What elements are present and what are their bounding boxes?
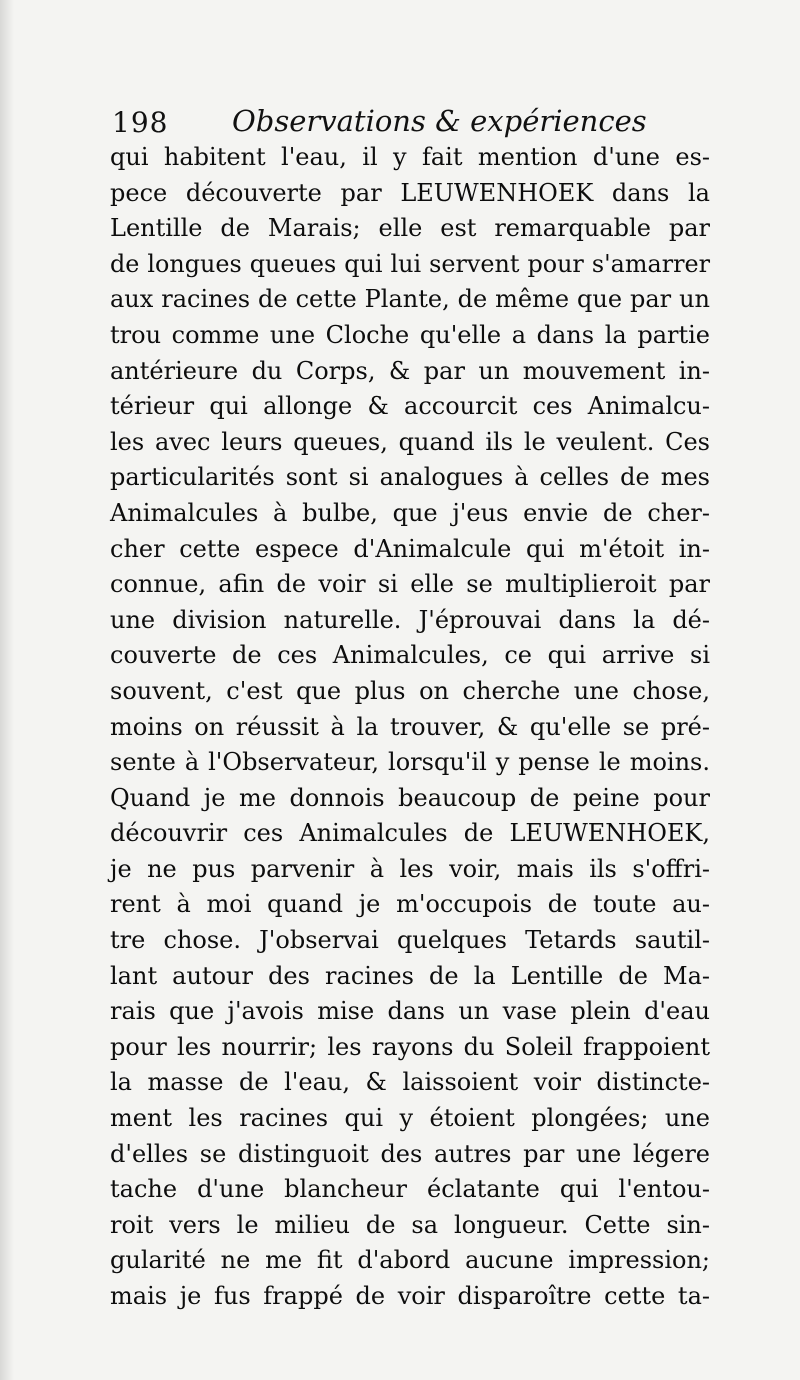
text-line: pece découverte par LEUWENHOEK dans la bbox=[110, 178, 710, 207]
text-line: connue, afin de voir si elle se multiplieroit par bbox=[110, 570, 710, 599]
text-line: pour les nourrir; les rayons du Soleil frappoient bbox=[110, 1032, 710, 1061]
text-line: moins on réussit à la trouver, & qu'elle se pré- bbox=[110, 712, 710, 741]
text-line: mais je fus frappé de voir disparoître cette ta- bbox=[110, 1282, 710, 1310]
text-line: Quand je me donnois beaucoup de peine pour bbox=[110, 783, 710, 812]
running-title: Observations & expériences bbox=[232, 104, 647, 138]
text-line: térieur qui allonge & accourcit ces Animalcu- bbox=[110, 392, 710, 421]
text-line: cher cette espece d'Animalcule qui m'étoit in- bbox=[110, 534, 710, 563]
text-line: lant autour des racines de la Lentille de Ma- bbox=[110, 961, 710, 990]
running-head bbox=[112, 100, 712, 144]
text-line: tre chose. J'observai quelques Tetards sautil- bbox=[110, 926, 710, 955]
text-line: roit vers le milieu de sa longueur. Cette sin- bbox=[110, 1210, 710, 1239]
text-line: rent à moi quand je m'occupois de toute au- bbox=[110, 890, 710, 919]
text-line: ment les racines qui y étoient plongées; une bbox=[110, 1104, 710, 1133]
body-text bbox=[110, 140, 710, 1315]
text-line: couverte de ces Animalcules, ce qui arrive si bbox=[110, 641, 710, 670]
text-line: tache d'une blancheur éclatante qui l'entou- bbox=[110, 1175, 710, 1204]
text-line: d'elles se distinguoit des autres par une légere bbox=[110, 1139, 710, 1168]
text-line: la masse de l'eau, & laissoient voir distincte- bbox=[110, 1068, 710, 1097]
text-line: gularité ne me fit d'abord aucune impression; bbox=[110, 1246, 710, 1275]
text-line: souvent, c'est que plus on cherche une chose, bbox=[110, 676, 710, 705]
text-line: qui habitent l'eau, il y fait mention d'une es- bbox=[110, 143, 710, 171]
text-line: sente à l'Observateur, lorsqu'il y pense le moins. bbox=[110, 748, 710, 777]
text-line: aux racines de cette Plante, de même que par un bbox=[110, 285, 710, 314]
text-line: les avec leurs queues, quand ils le veulent. Ces bbox=[110, 427, 710, 456]
text-line: découvrir ces Animalcules de LEUWENHOEK, bbox=[110, 819, 710, 848]
text-line: une division naturelle. J'éprouvai dans la dé- bbox=[110, 605, 710, 634]
text-line: Animalcules à bulbe, que j'eus envie de cher- bbox=[110, 498, 710, 527]
text-line: trou comme une Cloche qu'elle a dans la partie bbox=[110, 320, 710, 349]
text-line: antérieure du Corps, & par un mouvement in- bbox=[110, 356, 710, 385]
text-line: rais que j'avois mise dans un vase plein d'eau bbox=[110, 997, 710, 1026]
page-number: 198 bbox=[112, 106, 169, 139]
text-line: particularités sont si analogues à celles de mes bbox=[110, 463, 710, 492]
text-line: je ne pus parvenir à les voir, mais ils s'offri- bbox=[110, 854, 710, 883]
text-line: Lentille de Marais; elle est remarquable par bbox=[110, 214, 710, 243]
text-line: de longues queues qui lui servent pour s'amarrer bbox=[110, 249, 710, 278]
